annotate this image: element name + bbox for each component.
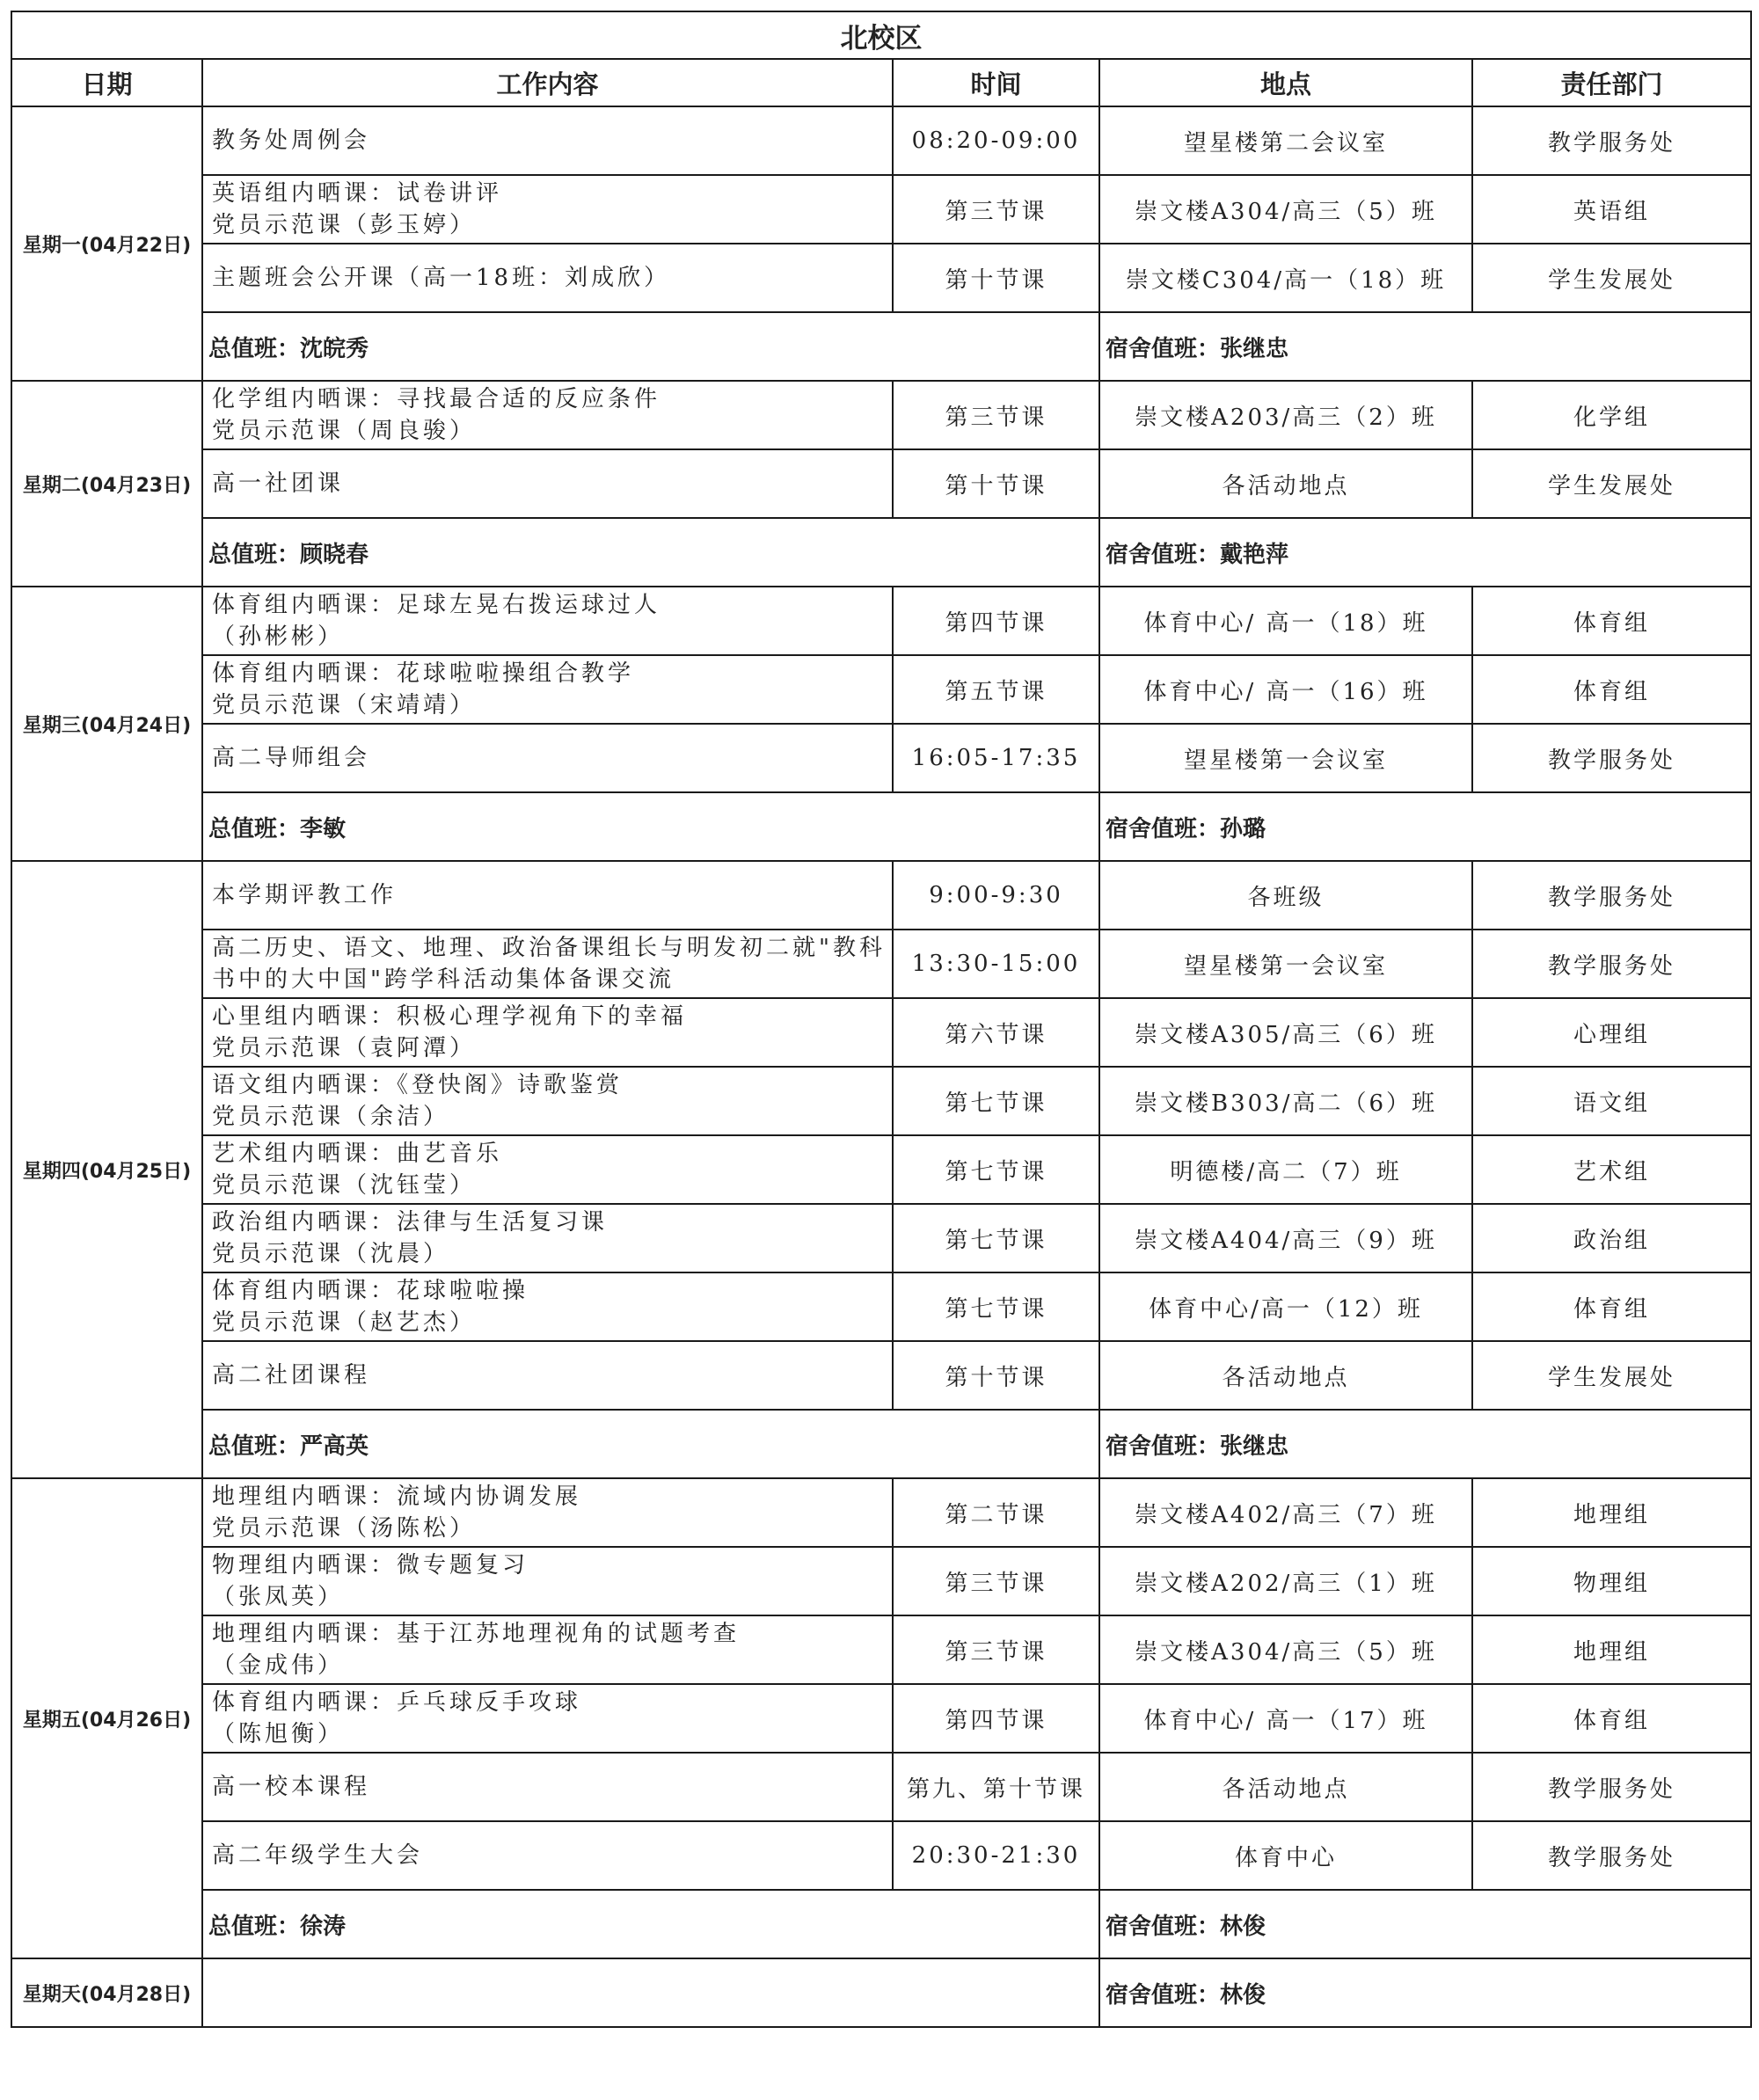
work-content-line: 化学组内晒课：寻找最合适的反应条件	[212, 386, 661, 412]
dept-cell: 地理组	[1472, 1478, 1751, 1547]
work-content-line: 党员示范课（袁阿潭）	[212, 1035, 477, 1061]
work-content-line: 高一社团课	[212, 470, 345, 497]
header-time: 时间	[893, 59, 1099, 106]
dorm-duty	[1099, 518, 1751, 587]
work-content-line: 高一校本课程	[212, 1774, 371, 1800]
work-content-line: 党员示范课（赵艺杰）	[212, 1309, 477, 1336]
dept-cell: 体育组	[1472, 587, 1751, 655]
table-row	[11, 244, 1751, 312]
general-duty-text: 总值班：李敏	[208, 815, 347, 842]
work-content	[202, 1478, 893, 1547]
schedule-body	[11, 106, 1751, 2027]
work-content-line: 书中的大中国"跨学科活动集体备课交流	[212, 966, 675, 993]
place-cell: 各活动地点	[1099, 449, 1472, 518]
time-cell: 第七节课	[893, 1204, 1099, 1272]
time-cell: 第七节课	[893, 1272, 1099, 1341]
dept-cell: 学生发展处	[1472, 449, 1751, 518]
work-content-line: 高二年级学生大会	[212, 1842, 424, 1869]
work-content-line: （孙彬彬）	[212, 623, 345, 650]
time-cell: 第十节课	[893, 244, 1099, 312]
general-duty	[202, 1410, 1099, 1478]
general-duty	[202, 1958, 1099, 2027]
dept-cell: 艺术组	[1472, 1135, 1751, 1204]
work-content	[202, 1341, 893, 1410]
place-cell: 体育中心/ 高一（16）班	[1099, 655, 1472, 724]
duty-row	[11, 1890, 1751, 1958]
work-content-line: 心里组内晒课：积极心理学视角下的幸福	[212, 1003, 688, 1030]
work-content	[202, 175, 893, 244]
time-cell: 第六节课	[893, 998, 1099, 1067]
work-content-line: 艺术组内晒课：曲艺音乐	[212, 1141, 503, 1167]
work-content	[202, 861, 893, 930]
table-row	[11, 998, 1751, 1067]
place-cell: 望星楼第一会议室	[1099, 930, 1472, 998]
work-content-line: 英语组内晒课：试卷讲评	[212, 180, 503, 207]
table-row	[11, 724, 1751, 792]
time-cell: 第九、第十节课	[893, 1753, 1099, 1821]
place-cell: 崇文楼C304/高一（18）班	[1099, 244, 1472, 312]
place-cell: 崇文楼A304/高三（5）班	[1099, 1615, 1472, 1684]
table-row	[11, 1615, 1751, 1684]
table-row	[11, 1753, 1751, 1821]
work-content	[202, 1547, 893, 1615]
work-content-line: 体育组内晒课：足球左晃右拨运球过人	[212, 592, 661, 618]
table-row	[11, 861, 1751, 930]
place-cell: 体育中心/ 高一（18）班	[1099, 587, 1472, 655]
time-cell: 第四节课	[893, 587, 1099, 655]
general-duty-text: 总值班：沈皖秀	[208, 335, 369, 362]
place-cell: 崇文楼A305/高三（6）班	[1099, 998, 1472, 1067]
work-content-line: 教务处周例会	[212, 128, 371, 154]
place-cell: 望星楼第二会议室	[1099, 106, 1472, 175]
table-row	[11, 587, 1751, 655]
work-content	[202, 1753, 893, 1821]
place-cell: 各活动地点	[1099, 1341, 1472, 1410]
dept-cell: 体育组	[1472, 1272, 1751, 1341]
place-cell: 各活动地点	[1099, 1753, 1472, 1821]
work-content	[202, 1067, 893, 1135]
place-cell: 崇文楼A203/高三（2）班	[1099, 381, 1472, 449]
place-cell: 崇文楼A404/高三（9）班	[1099, 1204, 1472, 1272]
dept-cell: 体育组	[1472, 655, 1751, 724]
dorm-duty	[1099, 792, 1751, 861]
dept-cell: 政治组	[1472, 1204, 1751, 1272]
work-content-line: 体育组内晒课：花球啦啦操	[212, 1278, 529, 1304]
dept-cell: 学生发展处	[1472, 1341, 1751, 1410]
dorm-duty-text: 宿舍值班：林俊	[1106, 1913, 1266, 1940]
dept-cell: 语文组	[1472, 1067, 1751, 1135]
time-cell: 第三节课	[893, 1547, 1099, 1615]
dept-cell: 教学服务处	[1472, 724, 1751, 792]
time-cell: 9:00-9:30	[893, 861, 1099, 930]
work-content-line: 政治组内晒课：法律与生活复习课	[212, 1209, 609, 1236]
work-content-line: 高二导师组会	[212, 745, 371, 771]
day-label: 星期二(04月23日)	[11, 381, 202, 587]
time-cell: 第十节课	[893, 449, 1099, 518]
general-duty	[202, 518, 1099, 587]
dorm-duty-text: 宿舍值班：戴艳萍	[1106, 541, 1289, 568]
place-cell: 望星楼第一会议室	[1099, 724, 1472, 792]
dorm-duty-text: 宿舍值班：张继忠	[1106, 1433, 1289, 1460]
work-content	[202, 1615, 893, 1684]
day-label: 星期天(04月28日)	[11, 1958, 202, 2027]
general-duty	[202, 792, 1099, 861]
dorm-duty	[1099, 1958, 1751, 2027]
table-row	[11, 175, 1751, 244]
table-row	[11, 449, 1751, 518]
table-row	[11, 655, 1751, 724]
place-cell: 体育中心/高一（12）班	[1099, 1272, 1472, 1341]
time-cell: 第二节课	[893, 1478, 1099, 1547]
work-content	[202, 587, 893, 655]
day-label: 星期四(04月25日)	[11, 861, 202, 1478]
work-content	[202, 1684, 893, 1753]
dept-cell: 物理组	[1472, 1547, 1751, 1615]
time-cell: 第三节课	[893, 175, 1099, 244]
time-cell: 第三节课	[893, 1615, 1099, 1684]
work-content	[202, 930, 893, 998]
table-row	[11, 1684, 1751, 1753]
work-content	[202, 655, 893, 724]
day-label: 星期五(04月26日)	[11, 1478, 202, 1958]
header-content: 工作内容	[202, 59, 893, 106]
place-cell: 崇文楼A202/高三（1）班	[1099, 1547, 1472, 1615]
dept-cell: 学生发展处	[1472, 244, 1751, 312]
work-content	[202, 106, 893, 175]
work-content	[202, 381, 893, 449]
table-row	[11, 1067, 1751, 1135]
work-content-line: 党员示范课（沈晨）	[212, 1241, 450, 1267]
work-content	[202, 998, 893, 1067]
dept-cell: 英语组	[1472, 175, 1751, 244]
place-cell: 崇文楼A402/高三（7）班	[1099, 1478, 1472, 1547]
time-cell: 20:30-21:30	[893, 1821, 1099, 1890]
work-content-line: 体育组内晒课：花球啦啦操组合教学	[212, 660, 635, 687]
dept-cell: 教学服务处	[1472, 861, 1751, 930]
work-content-line: 党员示范课（彭玉婷）	[212, 212, 477, 238]
table-row	[11, 1478, 1751, 1547]
time-cell: 16:05-17:35	[893, 724, 1099, 792]
work-content-line: 党员示范课（沈钰莹）	[212, 1172, 477, 1199]
dorm-duty-text: 宿舍值班：林俊	[1106, 1981, 1266, 2009]
work-content-line: 语文组内晒课：《登快阁》诗歌鉴赏	[212, 1072, 624, 1098]
dorm-duty	[1099, 1890, 1751, 1958]
header-dept: 责任部门	[1472, 59, 1751, 106]
work-content-line: 物理组内晒课：微专题复习	[212, 1552, 529, 1579]
time-cell: 第七节课	[893, 1067, 1099, 1135]
dept-cell: 教学服务处	[1472, 1821, 1751, 1890]
place-cell: 明德楼/高二（7）班	[1099, 1135, 1472, 1204]
dorm-duty	[1099, 1410, 1751, 1478]
time-cell: 第十节课	[893, 1341, 1099, 1410]
dorm-duty-text: 宿舍值班：孙璐	[1106, 815, 1266, 842]
duty-row	[11, 312, 1751, 381]
time-cell: 第三节课	[893, 381, 1099, 449]
dept-cell: 教学服务处	[1472, 106, 1751, 175]
work-content	[202, 724, 893, 792]
table-row	[11, 381, 1751, 449]
duty-row	[11, 1410, 1751, 1478]
place-cell: 各班级	[1099, 861, 1472, 930]
general-duty	[202, 312, 1099, 381]
work-content-line: 体育组内晒课：乒乓球反手攻球	[212, 1689, 582, 1716]
dept-cell: 地理组	[1472, 1615, 1751, 1684]
general-duty-text: 总值班：顾晓春	[208, 541, 369, 568]
work-content-line: 高二社团课程	[212, 1362, 371, 1389]
work-content	[202, 1204, 893, 1272]
work-content-line: 党员示范课（宋靖靖）	[212, 692, 477, 718]
work-content	[202, 244, 893, 312]
table-row	[11, 1821, 1751, 1890]
work-content-line: 本学期评教工作	[212, 882, 398, 908]
day-label: 星期一(04月22日)	[11, 106, 202, 381]
work-content-line: （金成伟）	[212, 1652, 345, 1679]
dept-cell: 体育组	[1472, 1684, 1751, 1753]
table-row	[11, 106, 1751, 175]
work-content-line: （陈旭衡）	[212, 1721, 345, 1747]
schedule-table	[11, 11, 1752, 2028]
header-date: 日期	[11, 59, 202, 106]
day-label: 星期三(04月24日)	[11, 587, 202, 861]
work-content-line: （张凤英）	[212, 1584, 345, 1610]
work-content-line: 党员示范课（汤陈松）	[212, 1515, 477, 1542]
time-cell: 13:30-15:00	[893, 930, 1099, 998]
time-cell: 第七节课	[893, 1135, 1099, 1204]
header-place: 地点	[1099, 59, 1472, 106]
work-content-line: 地理组内晒课：基于江苏地理视角的试题考查	[212, 1621, 741, 1647]
work-content-line: 主题班会公开课（高一18班：刘成欣）	[212, 265, 671, 291]
work-content-line: 党员示范课（余洁）	[212, 1104, 450, 1130]
dept-cell: 教学服务处	[1472, 930, 1751, 998]
work-content	[202, 1272, 893, 1341]
table-row	[11, 1341, 1751, 1410]
time-cell: 第五节课	[893, 655, 1099, 724]
dorm-duty-text: 宿舍值班：张继忠	[1106, 335, 1289, 362]
place-cell: 崇文楼A304/高三（5）班	[1099, 175, 1472, 244]
dept-cell: 教学服务处	[1472, 1753, 1751, 1821]
general-duty	[202, 1890, 1099, 1958]
work-content	[202, 1821, 893, 1890]
general-duty-text: 总值班：徐涛	[208, 1913, 347, 1940]
table-row	[11, 1135, 1751, 1204]
duty-row	[11, 1958, 1751, 2027]
time-cell: 08:20-09:00	[893, 106, 1099, 175]
table-row	[11, 1272, 1751, 1341]
dorm-duty	[1099, 312, 1751, 381]
work-content-line: 党员示范课（周良骏）	[212, 418, 477, 444]
table-title: 北校区	[11, 11, 1751, 59]
place-cell: 崇文楼B303/高二（6）班	[1099, 1067, 1472, 1135]
general-duty-text: 总值班：严高英	[208, 1433, 369, 1460]
table-row	[11, 1204, 1751, 1272]
table-row	[11, 1547, 1751, 1615]
duty-row	[11, 518, 1751, 587]
work-content	[202, 449, 893, 518]
work-content-line: 地理组内晒课：流域内协调发展	[212, 1484, 582, 1510]
duty-row	[11, 792, 1751, 861]
table-row	[11, 930, 1751, 998]
dept-cell: 心理组	[1472, 998, 1751, 1067]
place-cell: 体育中心/ 高一（17）班	[1099, 1684, 1472, 1753]
place-cell: 体育中心	[1099, 1821, 1472, 1890]
work-content-line: 高二历史、语文、地理、政治备课组长与明发初二就"教科	[212, 935, 886, 961]
dept-cell: 化学组	[1472, 381, 1751, 449]
work-content	[202, 1135, 893, 1204]
time-cell: 第四节课	[893, 1684, 1099, 1753]
